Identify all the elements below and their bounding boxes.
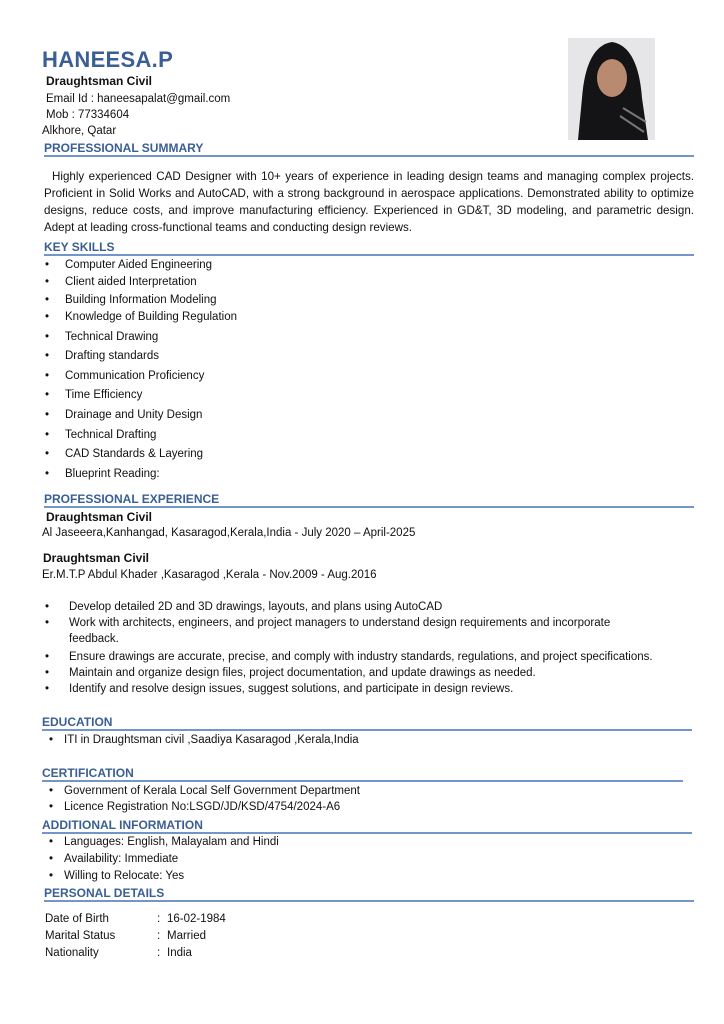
skill-item: • CAD Standards & Layering xyxy=(45,448,204,460)
separator: : xyxy=(157,913,161,925)
certification-item: • Licence Registration No:LSGD/JD/KSD/4754/2024-A6 xyxy=(49,801,341,813)
skill-item: • Technical Drafting xyxy=(45,429,157,441)
profile-photo xyxy=(568,38,655,140)
candidate-title: Draughtsman Civil xyxy=(46,74,153,88)
skill-item: • Computer Aided Engineering xyxy=(45,259,213,271)
skill-item: • Drainage and Unity Design xyxy=(45,409,203,421)
separator: : xyxy=(157,947,161,959)
personal-value: India xyxy=(167,947,192,959)
additional-item: • Availability: Immediate xyxy=(49,853,179,865)
education-item: • ITI in Draughtsman civil ,Saadiya Kasaragod ,Kerala,India xyxy=(49,734,359,746)
job-detail: Al Jaseeera,Kanhangad, Kasaragod,Kerala,India - July 2020 – April-2025 xyxy=(42,527,416,539)
section-heading-education: EDUCATION xyxy=(42,716,692,731)
personal-value: 16-02-1984 xyxy=(167,913,226,925)
duty-item: • Maintain and organize design files, project documentation, and update drawings as needed. xyxy=(45,667,536,679)
section-heading-experience: PROFESSIONAL EXPERIENCE xyxy=(44,493,694,508)
personal-label: Nationality xyxy=(45,947,99,959)
additional-item: • Languages: English, Malayalam and Hindi xyxy=(49,836,279,848)
skill-item: • Blueprint Reading: xyxy=(45,468,160,480)
skill-item: • Communication Proficiency xyxy=(45,370,205,382)
certification-item: • Government of Kerala Local Self Government Department xyxy=(49,785,360,797)
duty-item: • Work with architects, engineers, and project managers to understand design requirements and incorporate xyxy=(45,617,611,629)
skill-item: • Building Information Modeling xyxy=(45,294,217,306)
skill-item: • Knowledge of Building Regulation xyxy=(45,311,237,323)
email: Email Id : haneesapalat@gmail.com xyxy=(46,93,231,105)
duty-item: • Identify and resolve design issues, suggest solutions, and participate in design reviews. xyxy=(45,683,514,695)
skill-item: • Technical Drawing xyxy=(45,331,159,343)
job-detail: Er.M.T.P Abdul Khader ,Kasaragod ,Kerala - Nov.2009 - Aug.2016 xyxy=(42,569,377,581)
section-heading-additional: ADDITIONAL INFORMATION xyxy=(42,819,692,834)
candidate-name: HANEESA.P xyxy=(42,47,174,72)
section-heading-skills: KEY SKILLS xyxy=(44,241,694,256)
section-heading-summary: PROFESSIONAL SUMMARY xyxy=(44,142,694,157)
duty-item: • Ensure drawings are accurate, precise, and comply with industry standards, regulations, and project specifications. xyxy=(45,651,653,663)
mobile: Mob : 77334604 xyxy=(46,109,130,121)
section-heading-certification: CERTIFICATION xyxy=(42,767,683,782)
job-title: Draughtsman Civil xyxy=(46,510,153,524)
skill-item: • Client aided Interpretation xyxy=(45,276,197,288)
personal-label: Date of Birth xyxy=(45,913,109,925)
section-heading-personal: PERSONAL DETAILS xyxy=(44,887,694,902)
separator: : xyxy=(157,930,161,942)
job-title: Draughtsman Civil xyxy=(43,551,150,565)
skill-item: • Time Efficiency xyxy=(45,389,143,401)
duty-item-continued: feedback. xyxy=(69,633,119,645)
duty-item: • Develop detailed 2D and 3D drawings, layouts, and plans using AutoCAD xyxy=(45,601,443,613)
location: Alkhore, Qatar xyxy=(42,125,117,137)
skill-item: • Drafting standards xyxy=(45,350,159,362)
personal-label: Marital Status xyxy=(45,930,116,942)
additional-item: • Willing to Relocate: Yes xyxy=(49,870,185,882)
summary-text: Highly experienced CAD Designer with 10+ years of experience in leading design teams and managing complex projects. Proficient in Solid Works and AutoCAD, with a strong background in aerospace applications. Demonstrated ability to optimize designs, reduce costs, and improve manufacturing efficiency. Experienced in GD&T, 3D modeling, and parametric design. Adept at leading cross-functional teams and conducting design reviews. xyxy=(44,170,694,234)
personal-value: Married xyxy=(167,930,206,942)
